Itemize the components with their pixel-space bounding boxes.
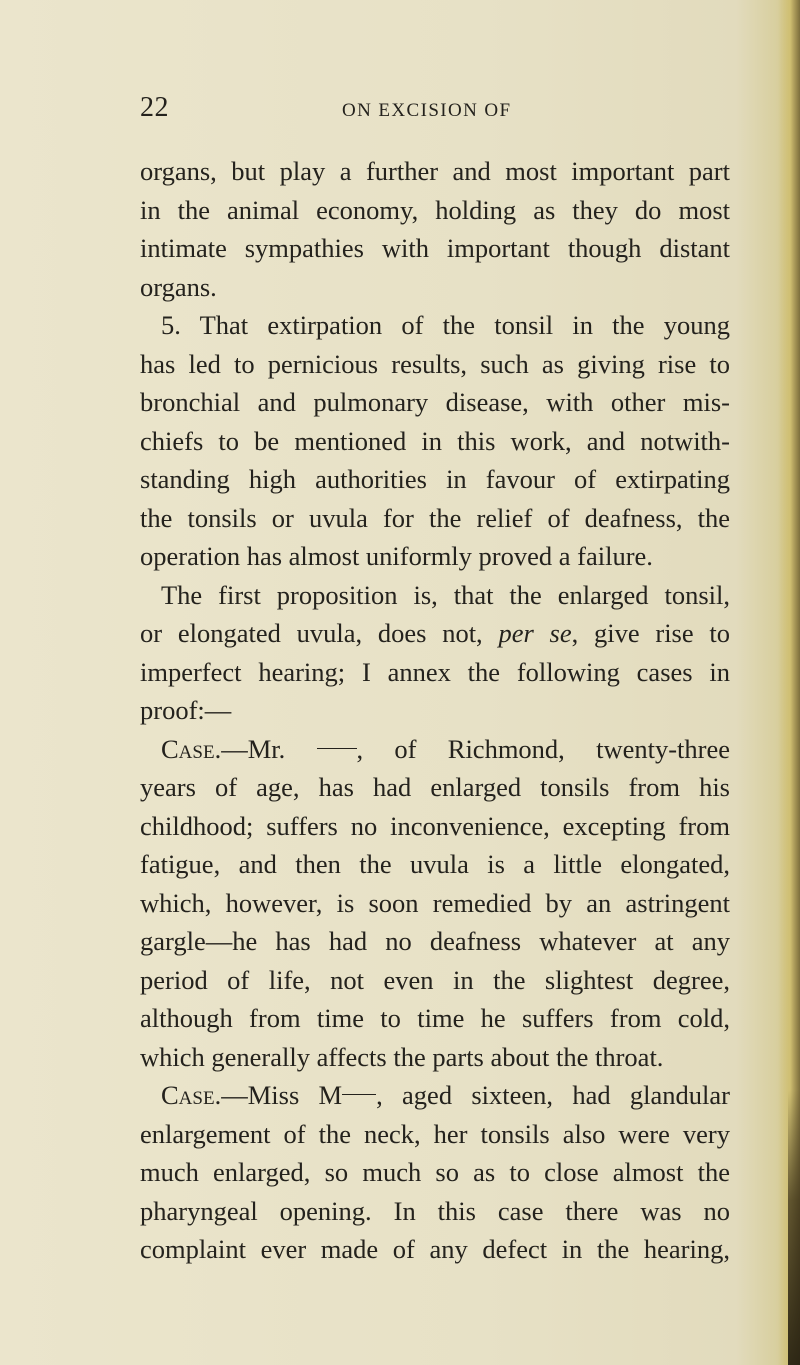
name-blank: [342, 1094, 376, 1095]
text-line: enlargement of the neck, her tonsils also were very: [140, 1118, 730, 1149]
text-line: bronchial and pulmonary disease, with other mis-: [140, 387, 730, 417]
text-run: , give rise to: [571, 618, 731, 648]
text-line: organs, but play a further and most important part: [140, 156, 730, 186]
text-line: complaint ever made of any defect in the hearing,: [140, 1234, 730, 1264]
text-line: gargle—he has had no deafness whatever at any: [140, 926, 730, 956]
text-run: , aged sixteen, had glandular: [376, 1080, 730, 1110]
italic-phrase: per se: [498, 618, 572, 648]
text-line: the tonsils or uvula for the relief of deafness, the: [140, 502, 730, 533]
text-line: in the animal economy, holding as they do most: [140, 194, 730, 225]
text-line: chiefs to be mentioned in this work, and notwith-: [140, 425, 730, 456]
text-line: imperfect hearing; I annex the following cases in: [140, 656, 730, 687]
text-run: —Miss M: [221, 1080, 343, 1110]
page-number: 22: [140, 92, 169, 123]
text-line: proof:—: [140, 695, 232, 725]
text-line: pharyngeal opening. In this case there was no: [140, 1195, 730, 1226]
text-run: , of Richmond, twenty-three: [356, 733, 730, 764]
running-head: ON EXCISION OF: [342, 100, 512, 121]
text-line: standing high authorities in favour of extirpating: [140, 464, 730, 494]
text-line: fatigue, and then the uvula is a little elongated,: [140, 849, 730, 879]
text-line: operation has almost uniformly proved a failure.: [140, 541, 653, 571]
text-line: which, however, is soon remedied by an astringent: [140, 887, 730, 918]
text-line: [140, 614, 730, 653]
text-line: The first proposition is, that the enlarged tonsil,: [161, 579, 730, 610]
case-label: Case.: [161, 1080, 222, 1110]
page-header: [140, 92, 730, 132]
text-line: much enlarged, so much so as to close almost the: [140, 1157, 730, 1187]
text-line: years of age, has had enlarged tonsils from his: [140, 772, 730, 802]
text-line: has led to pernicious results, such as giving rise to: [140, 348, 730, 379]
text-run: —Mr.: [221, 733, 317, 764]
text-line: [140, 1076, 730, 1115]
text-line: [140, 730, 730, 769]
text-line: intimate sympathies with important though distant: [140, 233, 730, 263]
text-line: 5. That extirpation of the tonsil in the young: [161, 310, 730, 340]
text-line: which generally affects the parts about the throat.: [140, 1041, 664, 1072]
name-blank: [317, 748, 357, 749]
body-text: [140, 152, 730, 1269]
text-line: childhood; suffers no inconvenience, excepting from: [140, 810, 730, 841]
text-run: or elongated uvula, does not,: [140, 618, 499, 648]
text-line: although from time to time he suffers from cold,: [140, 1003, 730, 1033]
text-line: period of life, not even in the slightest degree,: [140, 964, 730, 995]
page-edge-dark: [788, 1090, 800, 1365]
case-label: Case.: [161, 733, 222, 764]
text-line: organs.: [140, 271, 217, 302]
